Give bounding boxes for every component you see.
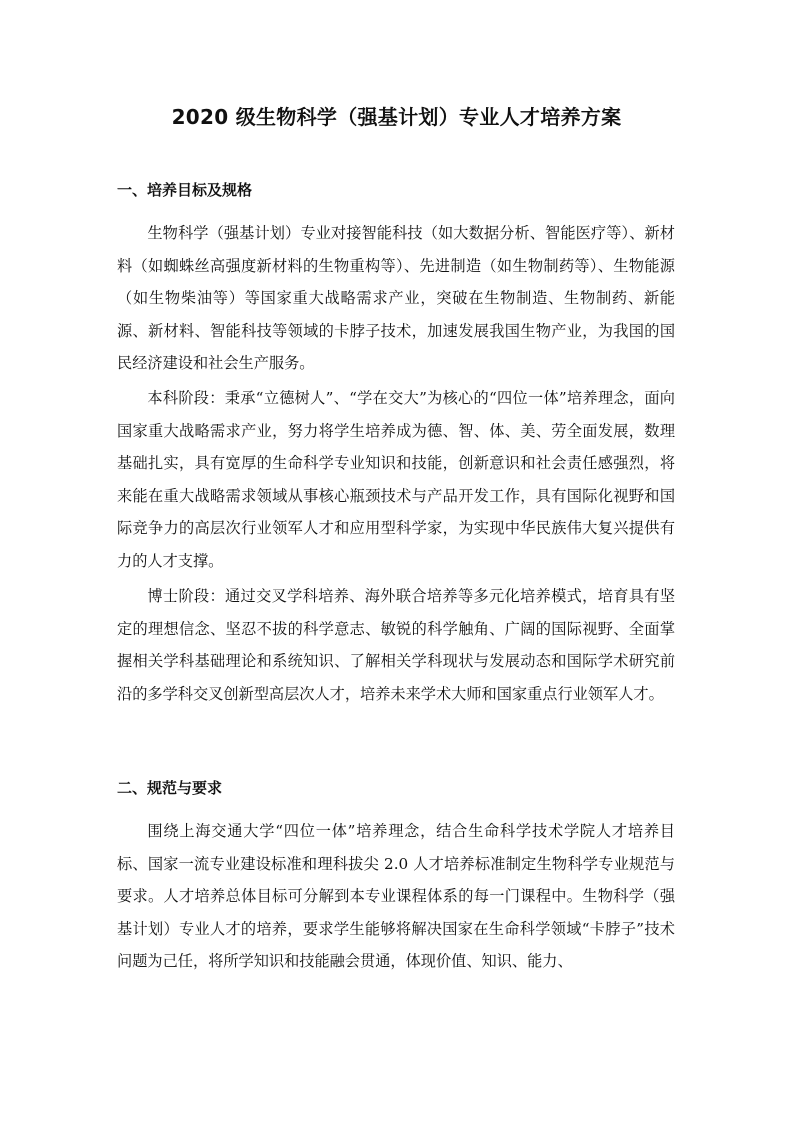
paragraph-undergraduate-stage: 本科阶段：秉承“立德树人”、“学在交大”为核心的“四位一体”培养理念，面向国家重大战略需求产业，努力将学生培养成为德、智、体、美、劳全面发展，数理基础扎实，具有宽厚的生命科学专业知识和技能，创新意识和社会责任感强烈，将来能在重大战略需求领域从事核心瓶颈技术与产品开发工作，具有国际化视野和国际竞争力的高层次行业领军人才和应用型科学家，为实现中华民族伟大复兴提供有力的人才支撑。 — [117, 389, 675, 570]
paragraph-doctoral-stage: 博士阶段：通过交叉学科培养、海外联合培养等多元化培养模式，培育具有坚定的理想信念、坚忍不拔的科学意志、敏锐的科学触角、广阔的国际视野、全面掌握相关学科基础理论和系统知识、了解相关学科现状与发展动态和国际学术研究前沿的多学科交叉创新型高层次人才，培养未来学术大师和国家重点行业领军人才。 — [117, 587, 675, 703]
section-heading-training-goals: 一、培养目标及规格 — [117, 181, 253, 199]
page-title: 2020 级生物科学（强基计划）专业人才培养方案 — [171, 105, 622, 129]
section-heading-standards-requirements: 二、规范与要求 — [117, 779, 223, 797]
paragraph-standards: 围绕上海交通大学“四位一体”培养理念，结合生命科学技术学院人才培养目标、国家一流专业建设标准和理科拔尖 2.0 人才培养标准制定生物科学专业规范与要求。人才培养总体目标可分解到本专业课程体系的每一门课程中。生物科学（强基计划）专业人才的培养，要求学生能够将解决国家在生命科学领域“卡脖子”技术问题为己任，将所学知识和技能融会贯通，体现价值、知识、能力、 — [117, 822, 675, 970]
paragraph-overview: 生物科学（强基计划）专业对接智能科技（如大数据分析、智能医疗等）、新材料（如蜘蛛丝高强度新材料的生物重构等）、先进制造（如生物制药等）、生物能源（如生物柴油等）等国家重大战略需求产业，突破在生物制造、生物制药、新能源、新材料、智能科技等领域的卡脖子技术，加速发展我国生物产业，为我国的国民经济建设和社会生产服务。 — [117, 224, 675, 372]
